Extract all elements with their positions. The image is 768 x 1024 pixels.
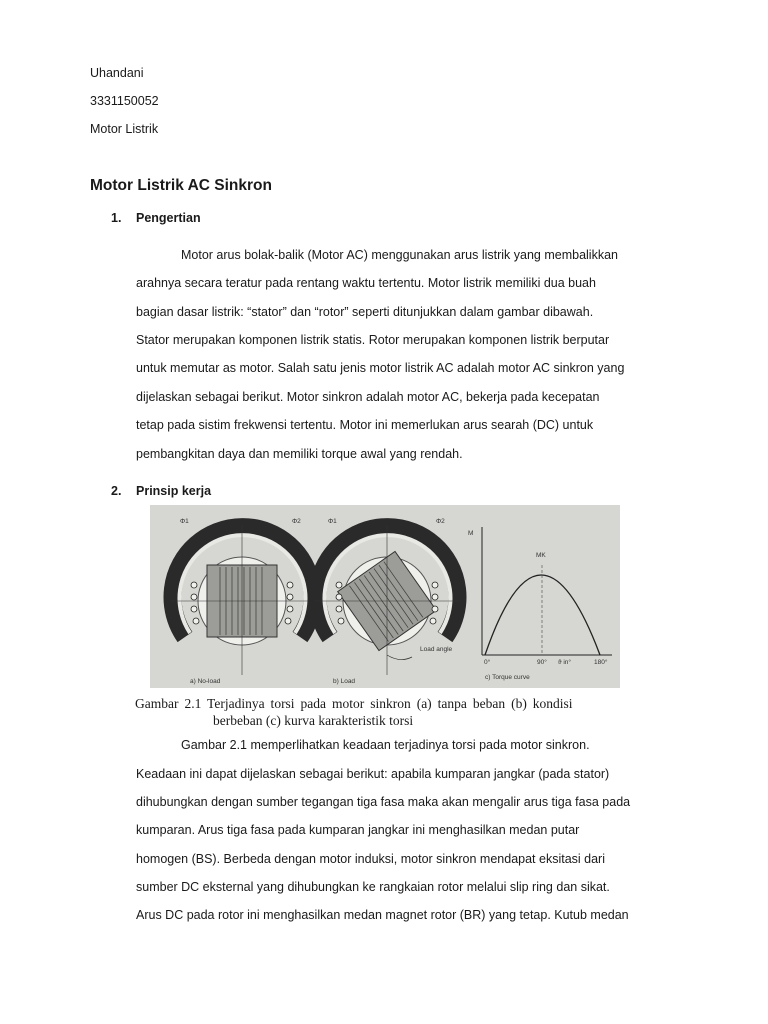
subject: Motor Listrik (90, 122, 159, 136)
label-load-angle: Load angle (420, 646, 453, 653)
label-x90: 90° (537, 659, 547, 666)
paragraph-line: bagian dasar listrik: “stator” dan “rotor” seperti ditunjukkan dalam gambar dibawah. (136, 305, 594, 319)
motor-figure (150, 505, 620, 688)
section2-number: 2. (111, 484, 122, 498)
paragraph-line: kumparan. Arus tiga fasa pada kumparan jangkar ini menghasilkan medan putar (136, 823, 580, 837)
label-m-axis: M (468, 530, 474, 537)
paragraph-line: homogen (BS). Berbeda dengan motor induksi, motor sinkron mendapat eksitasi dari (136, 852, 606, 866)
paragraph-line: Keadaan ini dapat dijelaskan sebagai berikut: apabila kumparan jangkar (pada stator) (136, 767, 610, 781)
section1-heading: Pengertian (136, 211, 201, 225)
document-title: Motor Listrik AC Sinkron (90, 177, 272, 194)
paragraph-line: dijelaskan sebagai berikut. Motor sinkron adalah motor AC, bekerja pada kecepatan (136, 390, 600, 404)
label-b: b) Load (333, 678, 356, 685)
paragraph-line: pembangkitan daya dan memiliki torque awal yang rendah. (136, 447, 463, 461)
paragraph-line: untuk memutar as motor. Salah satu jenis motor listrik AC adalah motor AC sinkron yang (136, 361, 625, 375)
figure-graphic (150, 505, 620, 688)
torque-curve-drawing (482, 527, 612, 655)
author-name: Uhandani (90, 66, 144, 80)
label-theta: ϑ in° (558, 659, 572, 666)
section2-heading: Prinsip kerja (136, 484, 212, 498)
paragraph-line: arahnya secara teratur pada rentang waktu tertentu. Motor listrik memiliki dua buah (136, 276, 596, 290)
figure-caption-continued: berbeban (c) kurva karakteristik torsi (213, 713, 414, 728)
paragraph-line: Gambar 2.1 memperlihatkan keadaan terjadinya torsi pada motor sinkron. (181, 738, 590, 752)
paragraph-line: dihubungkan dengan sumber tegangan tiga fasa maka akan mengalir arus tiga fasa pada (136, 795, 631, 809)
label-c: c) Torque curve (485, 674, 530, 681)
svg-text:Φ1: Φ1 (180, 518, 189, 525)
section1-number: 1. (111, 211, 122, 225)
figure-caption: Gambar 2.1 Terjadinya torsi pada motor sinkron (a) tanpa beban (b) kondisi (135, 696, 573, 711)
label-mk: MK (536, 552, 546, 559)
label-x180: 180° (594, 659, 608, 666)
svg-text:Φ2: Φ2 (436, 518, 445, 525)
student-id: 3331150052 (90, 94, 159, 108)
paragraph-line: Motor arus bolak-balik (Motor AC) menggunakan arus listrik yang membalikkan (181, 248, 618, 262)
label-x0: 0° (484, 659, 491, 666)
motor-a-drawing (170, 518, 315, 675)
label-a: a) No-load (190, 678, 221, 685)
paragraph-line: sumber DC eksternal yang dihubungkan ke rangkaian rotor melalui slip ring dan sikat. (136, 880, 610, 894)
paragraph-line: Arus DC pada rotor ini menghasilkan medan magnet rotor (BR) yang tetap. Kutub medan (136, 908, 629, 922)
paragraph-line: tetap pada sistim frekwensi tertentu. Motor ini memerlukan arus searah (DC) untuk (136, 418, 594, 432)
svg-text:Φ1: Φ1 (328, 518, 337, 525)
svg-text:Φ2: Φ2 (292, 518, 301, 525)
paragraph-line: Stator merupakan komponen listrik statis. Rotor merupakan komponen listrik berputar (136, 333, 610, 347)
